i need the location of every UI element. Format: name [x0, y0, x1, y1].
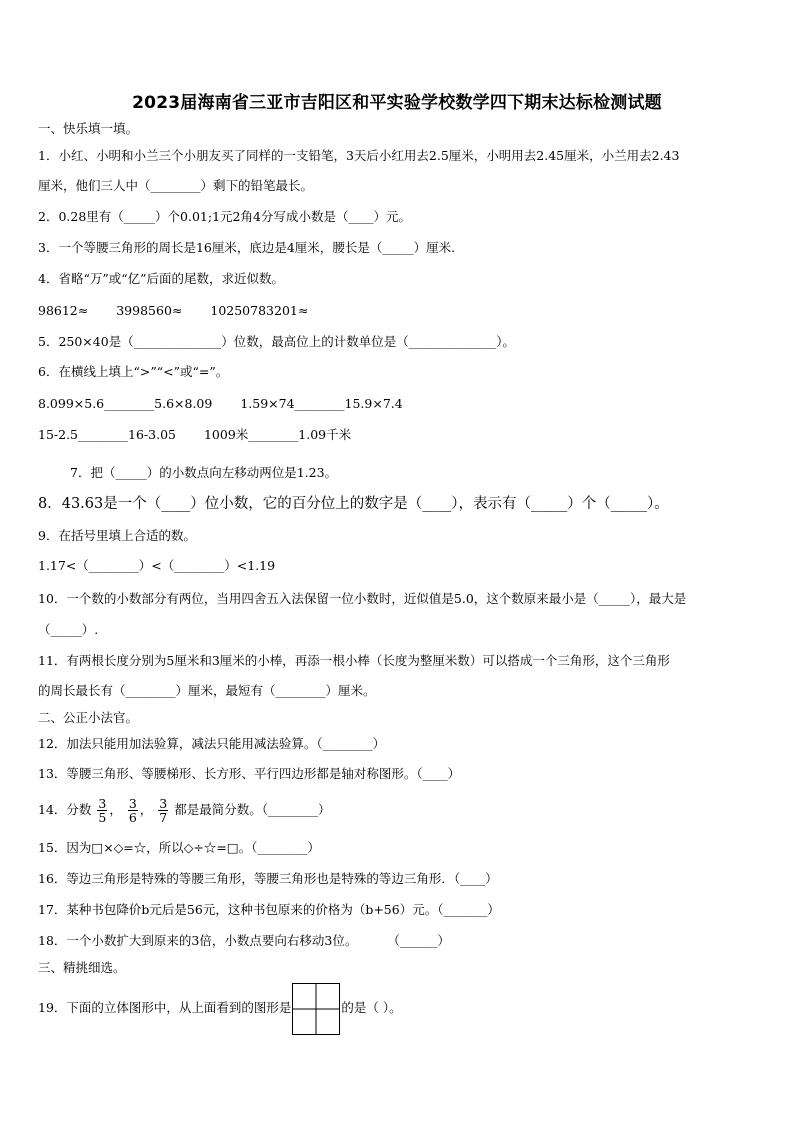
section-2-heading: 二、公正小法官。 [38, 710, 139, 725]
fraction-3-7 [158, 797, 168, 824]
question-6-row-2 [38, 427, 351, 443]
question-11-line-1: 11．有两根长度分别为5厘米和3厘米的小棒，再添一根小棒（长度为整厘米数）可以搭成一个三角形，这个三角形 [38, 653, 670, 668]
denominator: 6 [128, 810, 137, 825]
question-10-line-2: （_____）. [38, 622, 99, 637]
question-11-line-2: 的周长最长有（________）厘米，最短有（________）厘米。 [38, 683, 376, 698]
denominator: 7 [159, 810, 168, 825]
question-10-line-1: 10．一个数的小数部分有两位，当用四舍五入法保留一位小数时，近似值是5.0，这个数原来最小是（_____），最大是 [38, 591, 687, 606]
question-16: 16．等边三角形是特殊的等腰三角形，等腰三角形也是特殊的等边三角形．（____） [38, 871, 498, 886]
top-view-grid-figure [292, 983, 340, 1035]
question-14 [38, 795, 331, 825]
question-6-row-1 [38, 396, 403, 412]
denominator: 5 [98, 810, 107, 825]
question-15: 15．因为□×◇=☆，所以◇÷☆=□。（________） [38, 840, 320, 855]
q4-item-1: 98612≈ [38, 303, 89, 318]
question-4-items [38, 303, 308, 319]
question-17: 17．某种书包降价b元后是56元，这种书包原来的价格为（b+56）元。（_______） [38, 902, 500, 917]
question-9-line: 1.17<（________）<（________）<1.19 [38, 558, 276, 573]
q6-r1-item-1: 8.099×5.6________5.6×8.09 [38, 396, 213, 411]
question-13: 13．等腰三角形、等腰梯形、长方形、平行四边形都是轴对称图形。（____） [38, 766, 461, 781]
question-2: 2．0.28里有（_____）个0.01;1元2角4分写成小数是（____）元。 [38, 209, 411, 224]
q19-suffix: 的是（ ）。 [341, 1000, 402, 1015]
q14-separator: ， [139, 802, 153, 817]
question-4: 4．省略“万”或“亿”后面的尾数，求近似数。 [38, 271, 285, 286]
q6-r1-item-2: 1.59×74________15.9×7.4 [240, 396, 403, 411]
question-12: 12．加法只能用加法验算，减法只能用减法验算。（________） [38, 736, 386, 751]
question-1-line-2: 厘米，他们三人中（________）剩下的铅笔最长。 [38, 178, 314, 193]
section-3-heading: 三、精挑细选。 [38, 960, 126, 975]
question-3: 3．一个等腰三角形的周长是16厘米，底边是4厘米，腰长是（_____）厘米. [38, 240, 456, 255]
numerator: 3 [159, 796, 168, 811]
q14-prefix: 14．分数 [38, 802, 92, 817]
q19-prefix: 19．下面的立体图形中，从上面看到的图形是 [38, 1000, 292, 1015]
numerator: 3 [98, 796, 107, 811]
question-5: 5．250×40是（______________）位数，最高位上的计数单位是（______________）。 [38, 334, 515, 349]
question-9: 9．在括号里填上合适的数。 [38, 528, 196, 543]
numerator: 3 [128, 796, 137, 811]
exam-title: 2023届海南省三亚市吉阳区和平实验学校数学四下期末达标检测试题 [132, 93, 662, 113]
question-7: 7．把（_____）的小数点向左移动两位是1.23。 [70, 465, 338, 480]
q14-separator: ， [109, 802, 122, 817]
q18-answer-blank: （______） [387, 933, 450, 948]
question-8: 8．43.63是一个（____）位小数，它的百分位上的数字是（____），表示有（_____）个（_____）。 [38, 496, 669, 512]
q6-r2-item-2: 1009米________1.09千米 [203, 427, 352, 442]
question-18 [38, 933, 450, 949]
question-1-line-1: 1．小红、小明和小兰三个小朋友买了同样的一支铅笔，3天后小红用去2.5厘米，小明用去2.45厘米，小兰用去2.43 [38, 148, 680, 163]
q4-item-2: 3998560≈ [116, 303, 183, 318]
question-6: 6．在横线上填上“>”“<”或“=”。 [38, 364, 229, 379]
fraction-3-6 [128, 797, 138, 824]
q18-text: 18．一个小数扩大到原来的3倍，小数点要向右移动3位。 [38, 933, 358, 948]
q14-suffix: 都是最简分数。（________） [174, 802, 331, 817]
q4-item-3: 10250783201≈ [210, 303, 309, 318]
question-19 [38, 982, 402, 1035]
q6-r2-item-1: 15-2.5________16-3.05 [38, 427, 176, 442]
fraction-3-5 [97, 797, 107, 824]
section-1-heading: 一、快乐填一填。 [38, 121, 139, 136]
